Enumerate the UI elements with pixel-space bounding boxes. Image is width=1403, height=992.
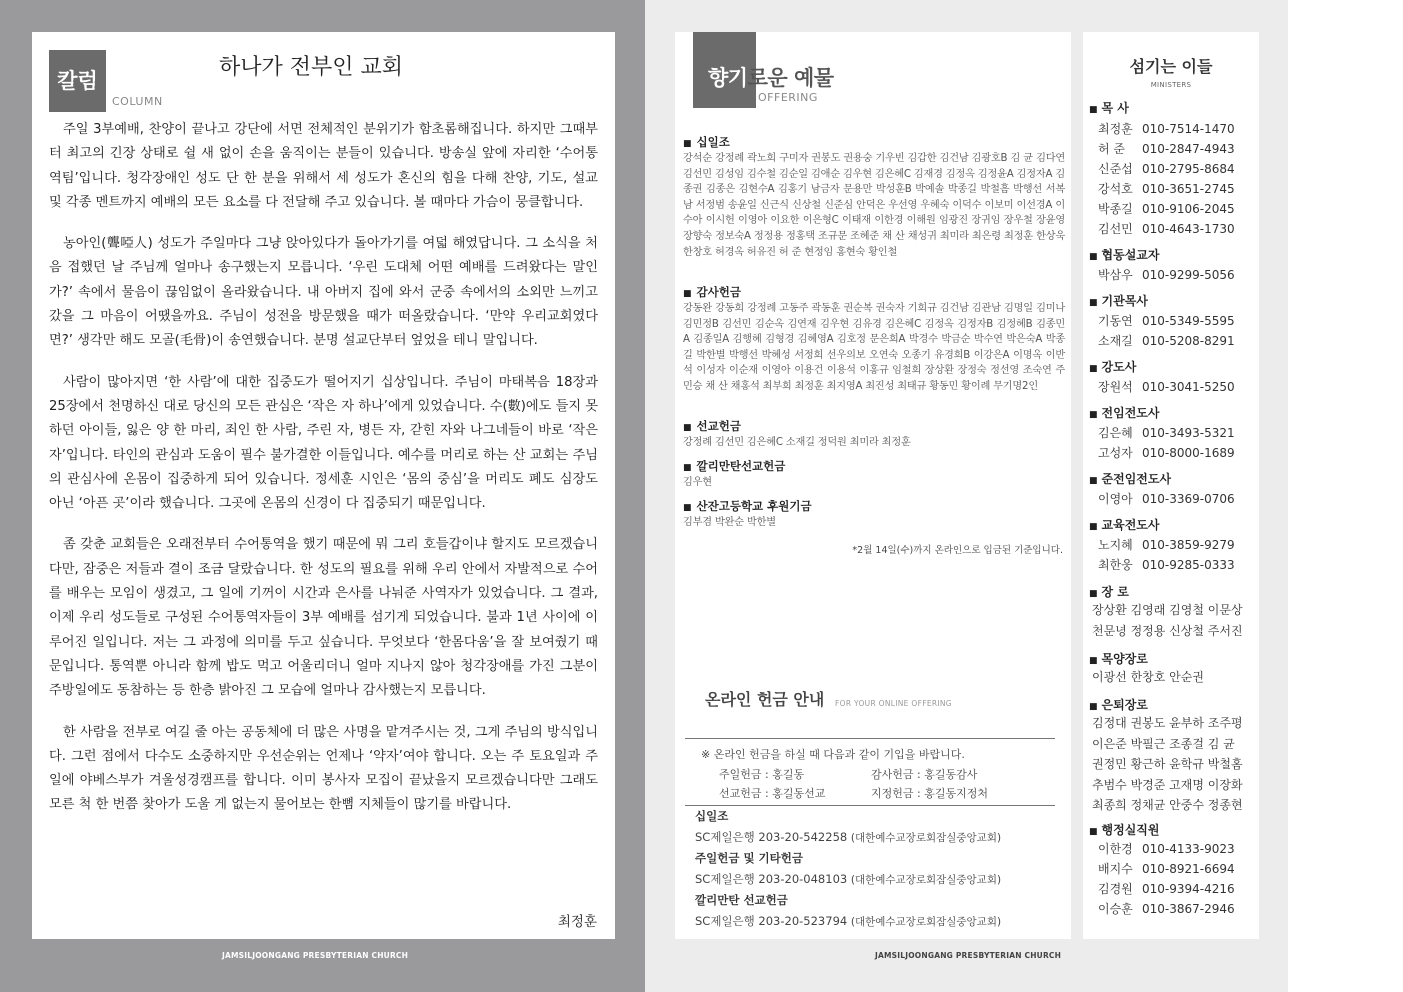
- offering-section-names: 김부겸 박완순 박한별: [683, 517, 776, 528]
- footer-church-name-right: JAMSILJOONGANG PRESBYTERIAN CHURCH: [875, 951, 1062, 960]
- offering-section-tithe: [683, 134, 1065, 260]
- minister-phone: 010-7514-1470: [1142, 122, 1235, 136]
- staff-phone: 010-9394-4216: [1142, 882, 1235, 896]
- account-holder: (대한예수교장로회잠실중앙교회): [850, 916, 1002, 928]
- ministers-panel: [1083, 32, 1259, 939]
- column-paragraph: 농아인(聾啞人) 성도가 주일마다 그냥 앉아있다가 돌아가기를 여덟 해였답니다. 그 소식을 처음 접했던 날 주님께 얼마나 송구했는지 모릅니다. ‘우린 도대체 어떤 예배를 드려왔다는 말인가?’ 속에서 물음이 끊임없이 올라왔습니다. 내 아버지 집에 와서 군중 속에서의 소외만 느끼고 갔을 그 마음이 어땠을까요. 주님이 성전을 방문했을 때가 떠올랐습니다. ‘만약 우리교회였다면?’ 생각만 해도 모골(毛骨)이 송연했습니다. 분명 설교단부터 엎었을 테니 말입니다.: [49, 236, 598, 349]
- minister-row: [1098, 556, 1235, 573]
- offering-section-names: 강석순 강정례 곽노희 구미자 권봉도 권용숭 기우빈 김갑한 김건남 김광호B 김 균 김다연 김선민 김성임 김수철 김순일 김애순 김우현 김은혜C 김재경 김정옥 김정윤A 김정자A 김종권 김종은 김현수A 김홍기 남금자 문용만 박성훈B 박예솔 박종길 박철흠 박행선 서복남 서정범 송윤일 신근식 신상철 신준심 안덕은 우선영 우혜숙 이덕수 이보미 이선경A 이수아 이시헌 이영아 이요한 이은형C 이태재 이한경 이해원 임광진 장귀임 장우철 장윤영 장향숙 정보숙A 정정용 정홍택 조규문 조혜준 채 산 채성귀 최미라 최은령 최정훈 한상욱 한창호 허경옥 허유진 허 준 현정임 홍현숙 황인철: [683, 153, 1065, 258]
- minister-name: 노지혜: [1098, 538, 1133, 552]
- minister-row: [1098, 444, 1235, 461]
- column-badge: 칼럼: [49, 50, 106, 112]
- column-paragraph: 한 사람을 전부로 여길 줄 아는 공동체에 더 많은 사명을 맡겨주시는 것, 그게 주님의 방식입니다. 그런 점에서 다수도 소중하지만 우선순위는 언제나 ‘약자’여야 합니다. 오는 주 토요일과 주일에 야베스부가 겨울성경캠프를 합니다. 이미 봉사자 모집이 끝났을지 모르겠습니다만 그래도 모른 척 한 번쯤 찾아가 도울 게 없는지 물어보는 한뼘 지체들이 많기를 바랍니다.: [49, 724, 598, 813]
- offering-section-title: ■ 선교헌금: [683, 418, 1065, 434]
- offering-section-kalimantan: [683, 458, 1065, 491]
- retired-elders-names: [1092, 713, 1254, 816]
- retired-elders-line: 이은준 박필근 조종걸 김 균: [1092, 736, 1235, 751]
- minister-name: 최한웅: [1098, 558, 1133, 572]
- account-bank: SC제일은행 203-20-523794: [695, 914, 848, 928]
- minister-row: [1098, 160, 1235, 177]
- online-offering-title: 온라인 헌금 안내: [705, 690, 825, 709]
- admin-staff-row: [1098, 860, 1235, 877]
- retired-elders-title: ■ 은퇴장로: [1089, 696, 1148, 713]
- account-title: 깔리만탄 선교헌금: [695, 893, 788, 907]
- retired-elders-line: 김정대 권봉도 윤부하 조주평: [1092, 716, 1243, 730]
- minister-name: 이영아: [1098, 492, 1133, 506]
- minister-phone: 010-3369-0706: [1142, 492, 1235, 506]
- online-offering-item: 선교헌금 : 홍길동선교: [719, 787, 826, 800]
- minister-name: 김은혜: [1098, 426, 1133, 440]
- offering-section-mission: [683, 418, 1065, 451]
- minister-row: [1098, 332, 1235, 349]
- column-badge-subtitle: COLUMN: [112, 95, 163, 108]
- online-offering-subtitle: FOR YOUR ONLINE OFFERING: [835, 699, 952, 708]
- minister-row: [1098, 180, 1235, 197]
- minister-name: 소재길: [1098, 334, 1133, 348]
- minister-name: 최정훈: [1098, 122, 1133, 136]
- minister-row: [1098, 140, 1235, 157]
- staff-name: 이한경: [1098, 842, 1133, 856]
- ministers-group-title: ■ 기관목사: [1089, 292, 1148, 309]
- staff-name: 김경원: [1098, 882, 1133, 896]
- minister-name: 기동연: [1098, 314, 1133, 328]
- elders-names: [1092, 600, 1254, 641]
- minister-phone: 010-2795-8684: [1142, 162, 1235, 176]
- offering-section-title: ■ 십일조: [683, 134, 1065, 150]
- admin-staff-row: [1098, 880, 1235, 897]
- minister-phone: 010-9299-5056: [1142, 268, 1235, 282]
- minister-phone: 010-8000-1689: [1142, 446, 1235, 460]
- column-paragraph: 사람이 많아지면 ‘한 사람’에 대한 집중도가 떨어지기 십상입니다. 주님이 마태복음 18장과 25장에서 천명하신 대로 당신의 모든 관심은 ‘작은 자 하나’에게 있었습니다. 수(數)에도 들지 못하던 아이들, 잃은 양 한 마리, 죄인 한 사람, 주린 자, 병든 자, 갇힌 자와 나그네들이 바로 ‘작은 자’입니다. 타인의 관심과 도움이 필수 불가결한 이들입니다. 예수를 머리로 하는 산 교회는 주님의 관심사에 온몸이 집중하게 되어 있습니다. 정세훈 시인은 ‘몸의 중심’을 머리도 폐도 심장도 아닌 ‘아픈 곳’이라 했습니다. 그곳에 온몸의 신경이 다 집중되기 때문입니다.: [49, 374, 599, 512]
- minister-name: 김선민: [1098, 222, 1133, 236]
- margin-area: [1288, 0, 1403, 992]
- minister-phone: 010-9106-2045: [1142, 202, 1235, 216]
- minister-name: 고성자: [1098, 446, 1133, 460]
- column-title: 하나가 전부인 교회: [218, 55, 403, 80]
- minister-name: 박종길: [1098, 202, 1133, 216]
- minister-phone: 010-3041-5250: [1142, 380, 1235, 394]
- retired-elders-line: 추범수 박경준 고재명 이장화: [1092, 777, 1243, 792]
- staff-phone: 010-3867-2946: [1142, 902, 1235, 916]
- minister-name: 장원석: [1098, 380, 1133, 394]
- admin-staff-row: [1098, 840, 1235, 857]
- elders-title: ■ 장 로: [1089, 583, 1129, 600]
- column-paragraph: 주일 3부예배, 찬양이 끝나고 강단에 서면 전체적인 분위기가 함초롬해집니다. 하지만 그때부터 최고의 긴장 상태로 쉴 새 없이 손을 움직이는 분들이 있습니다. 방송실 앞에 자리한 ‘수어통역팀’입니다. 청각장애인 성도 단 한 분을 위해서 세 성도가 혼신의 힘을 다해 찬양, 기도, 설교 및 각종 멘트까지 예배의 모든 요소를 다 전달해 주고 있습니다. 볼 때마다 가슴이 뭉클합니다.: [49, 122, 598, 210]
- online-offering-instructions: [685, 738, 1055, 806]
- minister-row: [1098, 120, 1235, 137]
- account-holder: (대한예수교장로회잠실중앙교회): [850, 832, 1002, 844]
- account-number: [695, 829, 1001, 845]
- pastor-elders-title: ■ 목양장로: [1089, 650, 1148, 667]
- account-number: [695, 913, 1001, 929]
- minister-phone: 010-3859-9279: [1142, 538, 1235, 552]
- ministers-group-title: ■ 강도사: [1089, 358, 1136, 375]
- footer-church-name-left: JAMSILJOONGANG PRESBYTERIAN CHURCH: [222, 951, 409, 960]
- offering-section-names: 강정례 김선민 김은혜C 소재길 정덕원 최미라 최정훈: [683, 437, 911, 448]
- offering-subtitle: OFFERING: [758, 91, 818, 104]
- minister-phone: 010-3493-5321: [1142, 426, 1235, 440]
- minister-name: 강석호: [1098, 182, 1133, 196]
- ministers-group-title: ■ 교육전도사: [1089, 516, 1159, 533]
- ministers-group-title: ■ 전임전도사: [1089, 404, 1159, 421]
- staff-phone: 010-4133-9023: [1142, 842, 1235, 856]
- minister-row: [1098, 220, 1235, 237]
- account-title: 십일조: [695, 809, 729, 823]
- minister-row: [1098, 490, 1235, 507]
- pastor-elders-line: 이광선 한창호 안순권: [1092, 670, 1204, 684]
- ministers-title: 섬기는 이들: [1129, 57, 1213, 76]
- minister-phone: 010-9285-0333: [1142, 558, 1235, 572]
- minister-row: [1098, 266, 1235, 283]
- minister-phone: 010-2847-4943: [1142, 142, 1235, 156]
- minister-name: 허 준: [1098, 142, 1125, 156]
- offering-section-title: ■ 감사헌금: [683, 284, 1065, 300]
- pastor-elders-names: [1092, 667, 1254, 688]
- online-offering-item: 지정헌금 : 홍길동지정처: [871, 787, 988, 800]
- column-author: 최정훈: [557, 914, 597, 930]
- column-paragraph: 좀 갖춘 교회들은 오래전부터 수어통역을 했기 때문에 뭐 그리 호들갑이냐 할지도 모르겠습니다만, 잠중은 저들과 결이 조금 달랐습니다. 한 성도의 필요를 위해 우리 안에서 자발적으로 수어를 배우는 모임이 생겼고, 그 일에 기꺼이 시간과 은사를 나눠준 사역자가 있었습니다. 그 결과, 이제 우리 성도들로 구성된 수어통역자들이 3부 예배를 섬기게 되었습니다. 불과 1년 사이에 이루어진 일입니다. 저는 그 과정에 의미를 두고 싶습니다. 무엇보다 ‘한몸다움’을 잘 보여줬기 때문입니다. 통역뿐 아니라 함께 밥도 먹고 어울리더니 얼마 지나지 않아 청각장애를 가진 그분이 주방일에도 동참하는 등 한층 밝아진 그 모습에 얼마나 감사했는지 모릅니다.: [49, 537, 598, 699]
- staff-name: 이승훈: [1098, 902, 1133, 916]
- offering-title: [708, 62, 834, 92]
- account-holder: (대한예수교장로회잠실중앙교회): [850, 874, 1002, 886]
- offering-section-names: 김우현: [683, 477, 712, 488]
- staff-phone: 010-8921-6694: [1142, 862, 1235, 876]
- offering-title-part-a: 향기: [708, 66, 748, 90]
- retired-elders-line: 최종희 정채균 안중수 정종현: [1092, 798, 1243, 812]
- offering-note: *2월 14일(수)까지 온라인으로 입금된 기준입니다.: [852, 545, 1063, 556]
- ministers-subtitle: MINISTERS: [1150, 81, 1192, 89]
- minister-phone: 010-4643-1730: [1142, 222, 1235, 236]
- offering-section-title: ■ 깔리만탄선교헌금: [683, 458, 1065, 474]
- staff-name: 배지수: [1098, 862, 1133, 876]
- minister-phone: 010-5349-5595: [1142, 314, 1235, 328]
- offering-section-names: 강동완 강동희 강정례 고동주 곽동훈 권순복 권숙자 기희규 김건남 김관남 김명일 김미나 김민정B 김선민 김순옥 김연재 김우현 김유경 김은혜C 김정옥 김정자B 김정혜B 김종민A 김종일A 김행혜 김형경 김혜영A 김호정 문은희A 박경수 박금순 박수연 박은숙A 박종길 박한별 박행선 박혜성 서정희 선우의보 오연숙 오종기 유경희B 이강은A 이명옥 이반석 이성자 이순재 이영아 이용건 이용석 이홍규 임철희 장상환 장정숙 정선영 조숙연 주민승 채 산 채홍석 최부희 최정훈 최지영A 최진성 최태규 황동민 황이례 무기명2인: [683, 303, 1065, 392]
- offering-section-title: ■ 산잔고등학교 후원기금: [683, 498, 1065, 514]
- ministers-group-title: ■ 협동설교자: [1089, 246, 1159, 263]
- account-number: [695, 871, 1001, 887]
- ministers-group-title: ■ 준전임전도사: [1089, 470, 1171, 487]
- offering-title-part-b: 로운 예물: [747, 66, 834, 90]
- column-body: [49, 118, 598, 835]
- elders-line: 장상환 김영래 김영철 이문상: [1092, 603, 1243, 617]
- online-offering-item: 주일헌금 : 홍길동: [719, 768, 805, 781]
- offering-panel: [675, 32, 1071, 939]
- offering-section-thanks: [683, 284, 1065, 395]
- account-title: 주일헌금 및 기타헌금: [695, 851, 803, 865]
- offering-section-school: [683, 498, 1065, 531]
- minister-row: [1098, 312, 1235, 329]
- minister-phone: 010-3651-2745: [1142, 182, 1235, 196]
- minister-name: 신준섭: [1098, 162, 1133, 176]
- minister-row: [1098, 200, 1235, 217]
- online-offering-intro: ※ 온라인 헌금을 하실 때 다음과 같이 기입을 바랍니다.: [701, 748, 965, 761]
- account-bank: SC제일은행 203-20-048103: [695, 872, 848, 886]
- minister-row: [1098, 424, 1235, 441]
- account-bank: SC제일은행 203-20-542258: [695, 830, 848, 844]
- online-offering-item: 감사헌금 : 홍길동감사: [871, 768, 978, 781]
- minister-row: [1098, 378, 1235, 395]
- minister-name: 박삼우: [1098, 268, 1133, 282]
- admin-staff-title: ■ 행정실직원: [1089, 821, 1159, 838]
- minister-row: [1098, 536, 1235, 553]
- admin-staff-row: [1098, 900, 1235, 917]
- ministers-group-title: ■ 목 사: [1089, 99, 1129, 116]
- minister-phone: 010-5208-8291: [1142, 334, 1235, 348]
- retired-elders-line: 권정민 황근하 윤학규 박철홈: [1092, 757, 1243, 771]
- column-panel: [32, 32, 615, 939]
- elders-line: 천문녕 정정용 신상철 주서진: [1092, 623, 1243, 638]
